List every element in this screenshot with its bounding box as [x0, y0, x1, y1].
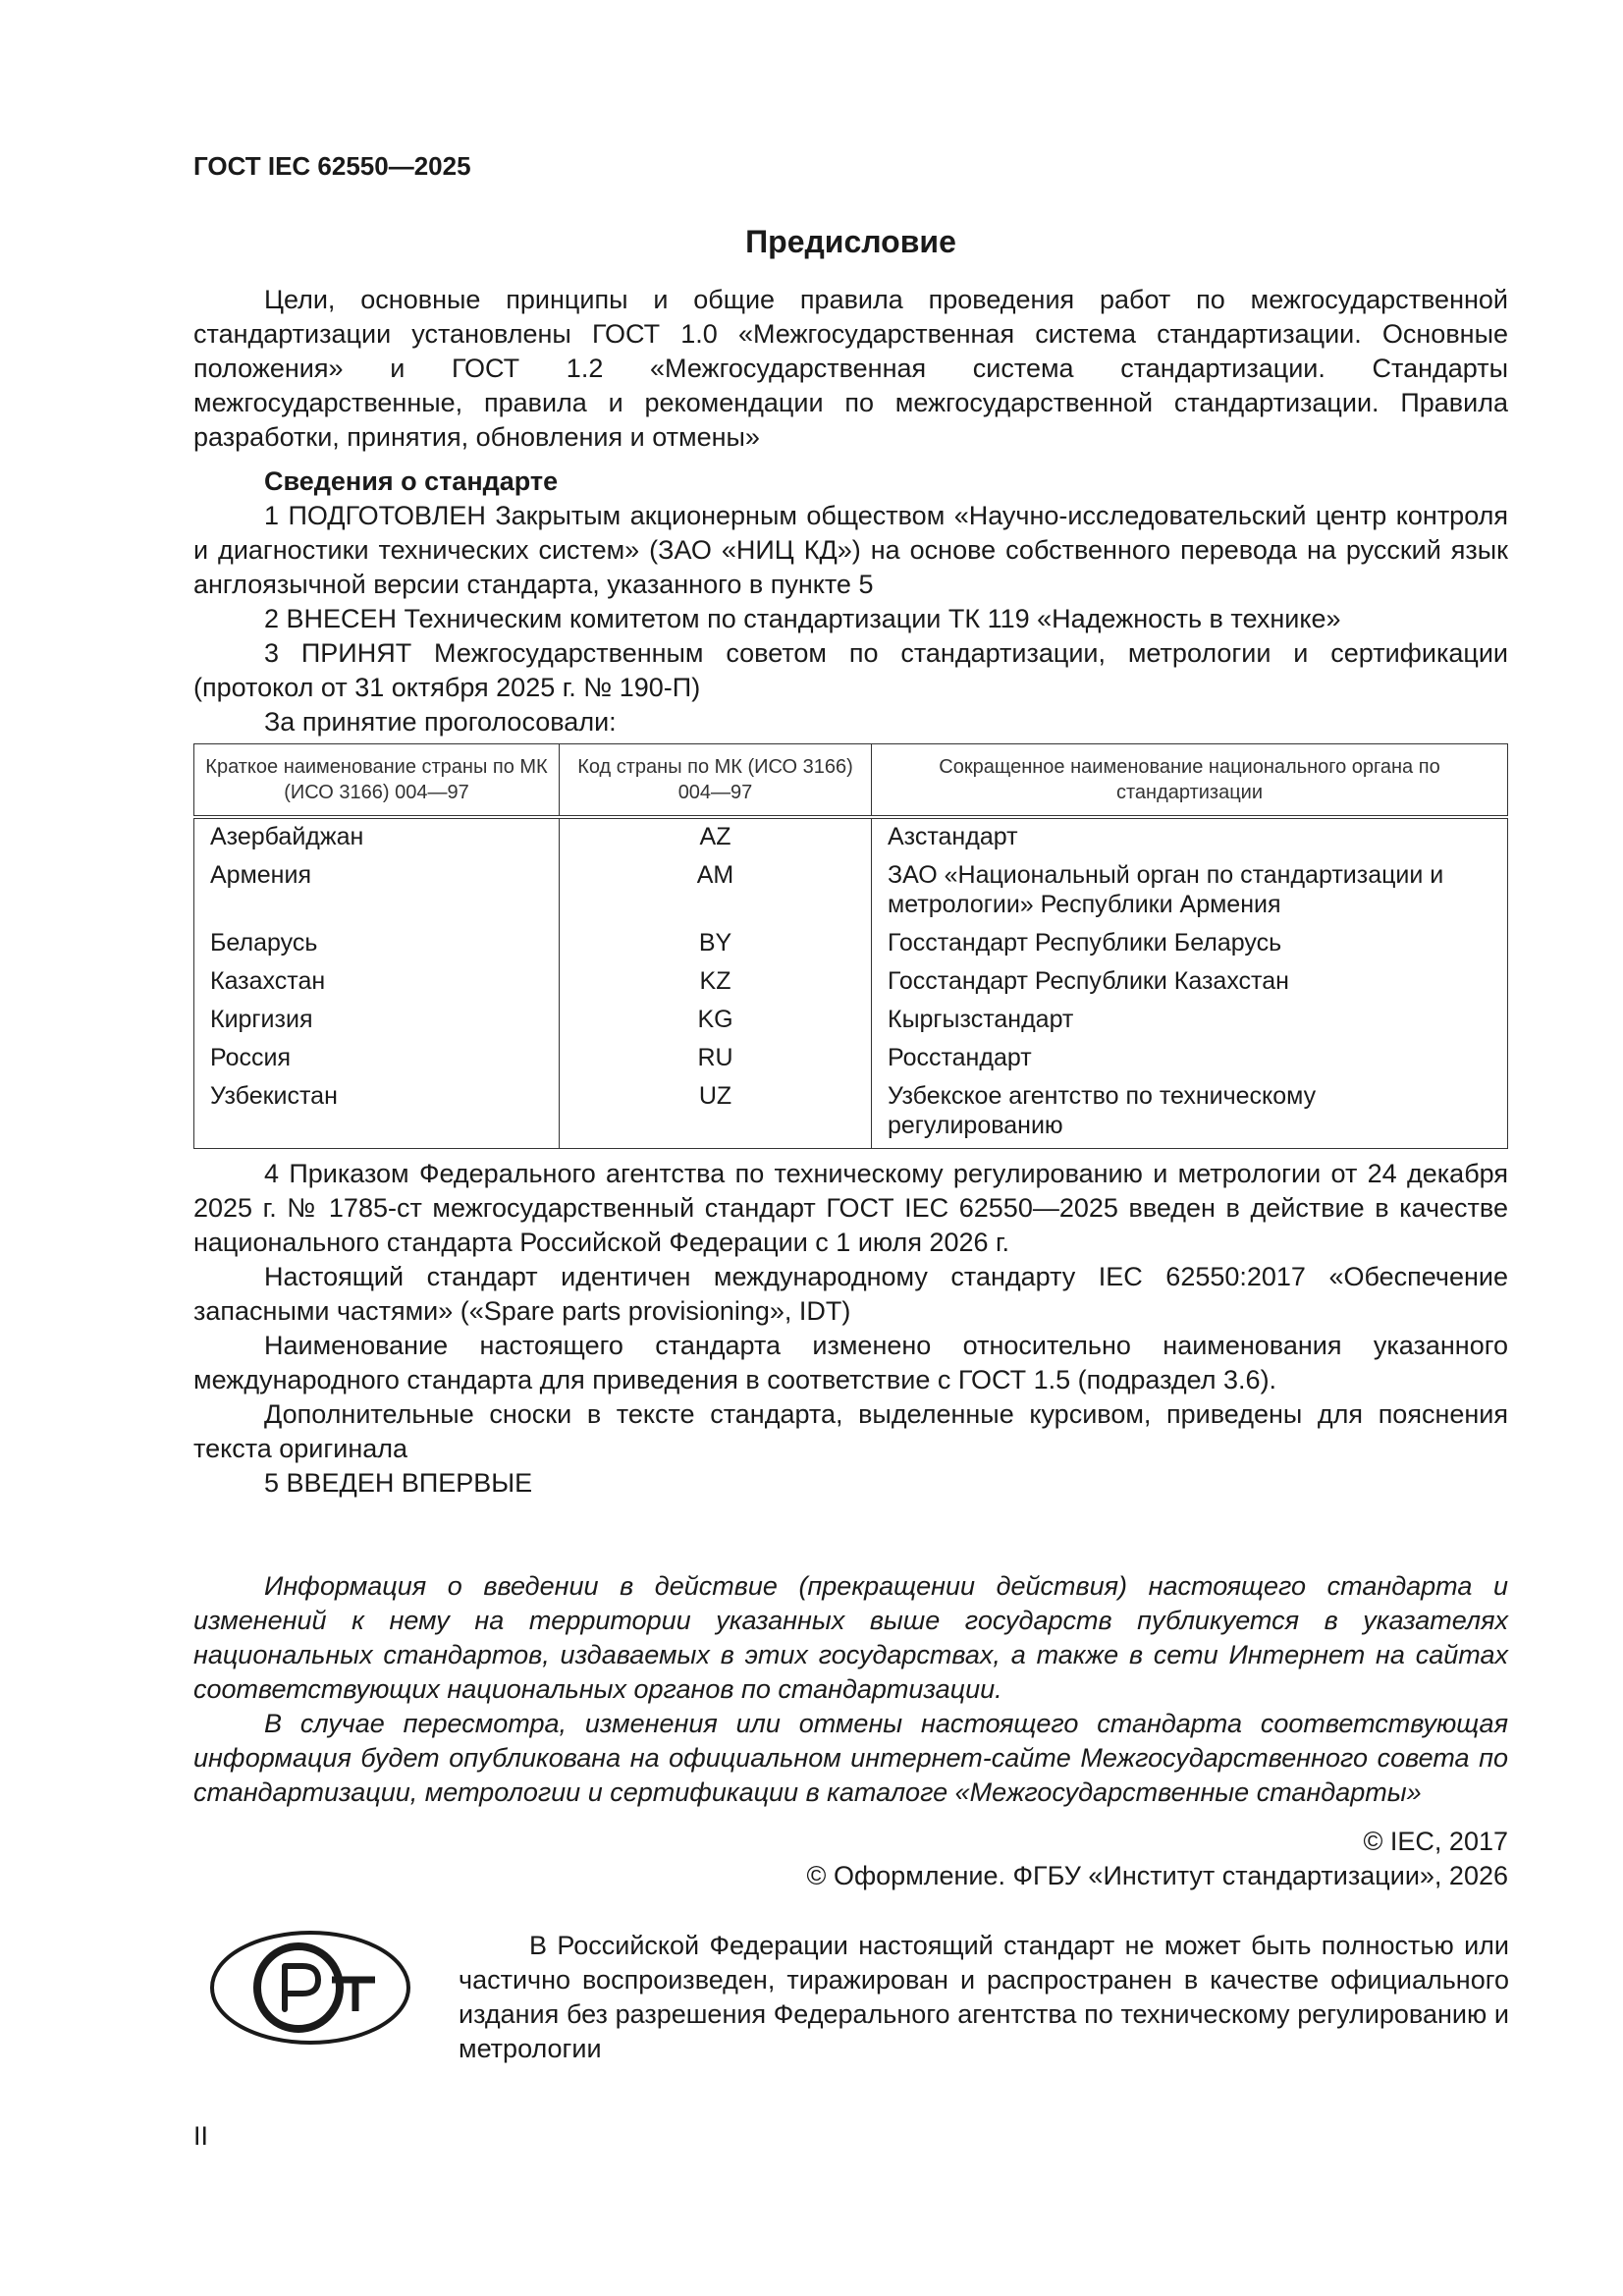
cell-country: Казахстан: [194, 963, 560, 1002]
main-content: [193, 222, 1508, 1810]
cell-country: Азербайджан: [194, 817, 560, 857]
item-1-prepared: 1 ПОДГОТОВЛЕН Закрытым акционерным обществом «Научно-исследовательский центр контроля и диагностики технических систем» (ЗАО «НИЦ КД») на основе собственного перевода на русский язык англоязычной версии стандарта, указанного в пункте 5: [193, 501, 1508, 599]
cell-body: Госстандарт Республики Беларусь: [872, 925, 1508, 963]
cell-body: ЗАО «Национальный орган по стандартизации и метрологии» Республики Армения: [872, 857, 1508, 925]
column-header-code: Код страны по МК (ИСО 3166) 004—97: [560, 744, 872, 818]
cell-code: KZ: [560, 963, 872, 1002]
info-paragraph-1: Информация о введении в действие (прекращении действия) настоящего стандарта и изменений к нему на территории указанных выше государств публикуется в указателях национальных стандартов, издаваемых в этих государствах, а также в сети Интернет на сайтах соответствующих национальных органов по стандартизации.: [193, 1571, 1508, 1704]
name-change-statement: Наименование настоящего стандарта изменено относительно наименования указанного международного стандарта для приведения в соответствие с ГОСТ 1.5 (подраздел 3.6).: [193, 1331, 1508, 1394]
cell-body: Азстандарт: [872, 817, 1508, 857]
identical-statement: Настоящий стандарт идентичен международному стандарту IEC 62550:2017 «Обеспечение запасными частями» («Spare parts provisioning», IDT): [193, 1262, 1508, 1326]
voting-table: [193, 743, 1508, 1149]
cell-code: RU: [560, 1040, 872, 1078]
document-header: ГОСТ IEC 62550—2025: [193, 151, 471, 181]
column-header-country: Краткое наименование страны по МК (ИСО 3166) 004—97: [194, 744, 560, 818]
standard-info-heading: Сведения о стандарте: [264, 466, 559, 496]
cell-body: Кыргызстандарт: [872, 1002, 1508, 1040]
column-header-body: Сокращенное наименование национального органа по стандартизации: [872, 744, 1508, 818]
table-row: [194, 963, 1508, 1002]
voted-label: За принятие проголосовали:: [264, 707, 617, 737]
table-row: [194, 817, 1508, 857]
cell-code: BY: [560, 925, 872, 963]
cell-country: Армения: [194, 857, 560, 925]
table-row: [194, 1002, 1508, 1040]
copyright-block: [807, 1825, 1508, 1893]
table-row: [194, 925, 1508, 963]
cell-country: Беларусь: [194, 925, 560, 963]
page-number: II: [193, 2121, 209, 2151]
item-5-introduced: 5 ВВЕДЕН ВПЕРВЫЕ: [264, 1468, 533, 1498]
cell-country: Узбекистан: [194, 1078, 560, 1149]
reproduction-notice: В Российской Федерации настоящий стандарт не может быть полностью или частично воспроизведен, тиражирован и распространен в качестве официального издания без разрешения Федерального агентства по техническому регулированию и метрологии: [459, 1931, 1509, 2063]
table-header-row: [194, 744, 1508, 818]
info-paragraph-2: В случае пересмотра, изменения или отмены настоящего стандарта соответствующая информация будет опубликована на официальном интернет-сайте Межгосударственного совета по стандартизации, метрологии и сертификации в каталоге «Межгосударственные стандарты»: [193, 1709, 1508, 1807]
item-4-order: 4 Приказом Федерального агентства по техническому регулированию и метрологии от 24 декабря 2025 г. № 1785-ст межгосударственный стандарт ГОСТ IEC 62550—2025 введен в действие в качестве национального стандарта Российской Федерации с 1 июля 2026 г.: [193, 1159, 1508, 1257]
cell-code: UZ: [560, 1078, 872, 1149]
cell-country: Россия: [194, 1040, 560, 1078]
footnotes-statement: Дополнительные сноски в тексте стандарта, выделенные курсивом, приведены для пояснения текста оригинала: [193, 1399, 1508, 1463]
table-row: [194, 1040, 1508, 1078]
cell-body: Госстандарт Республики Казахстан: [872, 963, 1508, 1002]
item-2-submitted: 2 ВНЕСЕН Техническим комитетом по стандартизации ТК 119 «Надежность в технике»: [264, 604, 1341, 633]
table-row: [194, 857, 1508, 925]
cell-country: Киргизия: [194, 1002, 560, 1040]
copyright-iec: © IEC, 2017: [1363, 1827, 1508, 1856]
copyright-design: © Оформление. ФГБУ «Институт стандартизации», 2026: [806, 1861, 1508, 1890]
gost-r-seal-icon: [208, 1929, 412, 2055]
cell-code: KG: [560, 1002, 872, 1040]
table-row: [194, 1078, 1508, 1149]
cell-code: AM: [560, 857, 872, 925]
cell-body: Росстандарт: [872, 1040, 1508, 1078]
cell-body: Узбекское агентство по техническому регулированию: [872, 1078, 1508, 1149]
preface-intro: Цели, основные принципы и общие правила проведения работ по межгосударственной стандартизации установлены ГОСТ 1.0 «Межгосударственная система стандартизации. Основные положения» и ГОСТ 1.2 «Межгосударственная система стандартизации. Стандарты межгосударственные, правила и рекомендации по межгосударственной стандартизации. Правила разработки, принятия, обновления и отмены»: [193, 285, 1508, 452]
item-3-adopted: 3 ПРИНЯТ Межгосударственным советом по стандартизации, метрологии и сертификации (протокол от 31 октября 2025 г. № 190-П): [193, 638, 1508, 702]
cell-code: AZ: [560, 817, 872, 857]
preface-heading: Предисловие: [745, 224, 956, 259]
